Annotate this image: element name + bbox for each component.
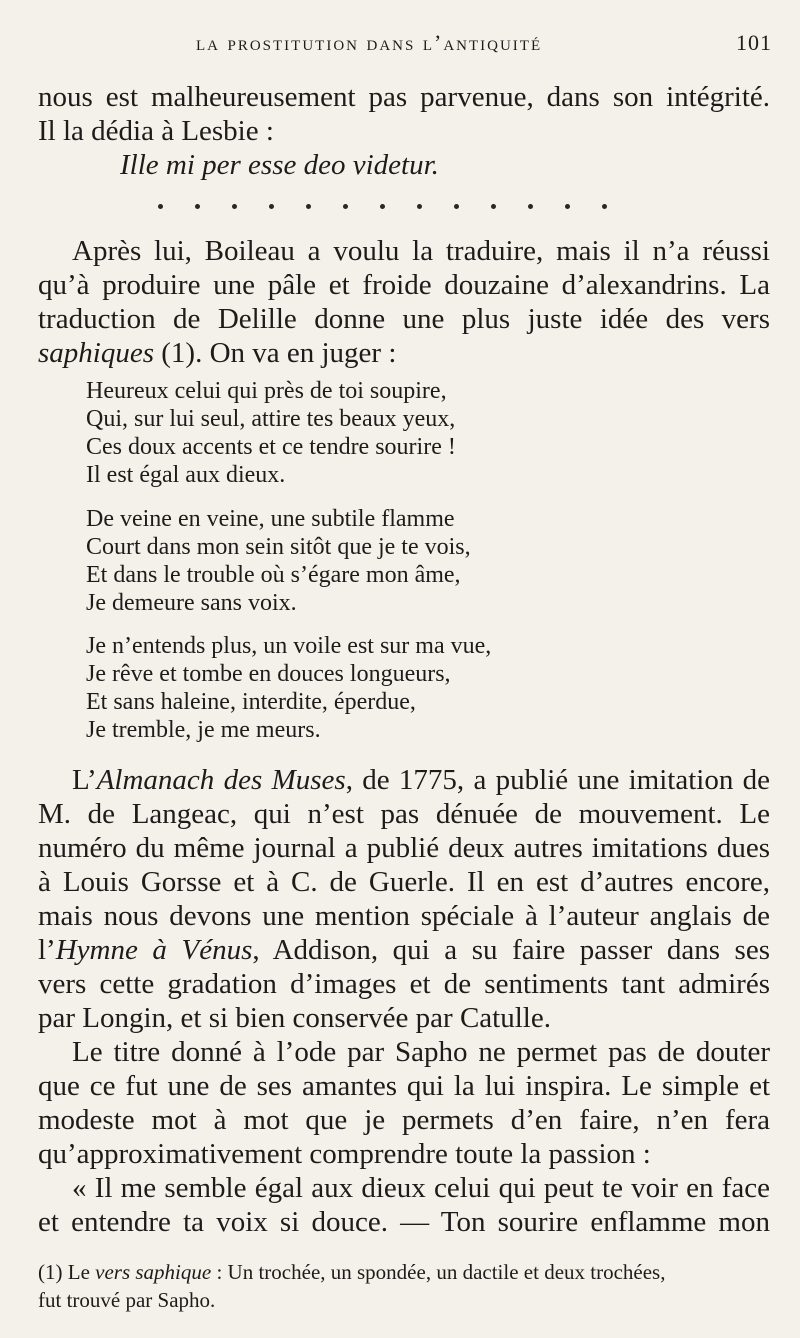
footnote-line	[38, 1258, 770, 1286]
running-title: la prostitution dans l’antiquité	[196, 30, 543, 55]
latin-motto: Ille mi per esse deo videtur.	[120, 149, 439, 181]
verse-line: Je demeure sans voix.	[86, 590, 297, 616]
text-line: nous est malheureusement pas parvenue, dans son intégrité.	[38, 81, 770, 113]
paragraph-boileau	[38, 234, 770, 370]
text-line: et entendre ta voix si douce. — Ton sourire enflamme mon	[38, 1206, 770, 1238]
text-line: qu’à produire une pâle et froide douzaine d’alexandrins. La	[38, 269, 770, 301]
elision-dots	[158, 198, 633, 214]
dot	[343, 204, 348, 209]
dot	[306, 204, 311, 209]
text-line: mais nous devons une mention spéciale à l’auteur anglais de	[38, 900, 770, 932]
text-line: « Il me semble égal aux dieux celui qui peut te voir en face	[72, 1172, 770, 1204]
italic-title: Hymne à Vénus	[55, 934, 253, 966]
text-span: (1) Le	[38, 1260, 96, 1284]
dot	[195, 204, 200, 209]
text-span: , Addison, qui a su faire passer dans ses	[252, 934, 770, 966]
footnote-line: fut trouvé par Sapho.	[38, 1288, 216, 1312]
text-line: traduction de Delille donne une plus juste idée des vers	[38, 303, 770, 335]
dot	[602, 204, 607, 209]
italic-term: saphiques	[38, 337, 154, 369]
verse-line: De veine en veine, une subtile flamme	[86, 506, 455, 532]
text-span: l’	[38, 934, 56, 966]
text-line: numéro du même journal a publié deux autres imitations dues	[38, 832, 770, 864]
poem-stanza-2	[86, 505, 471, 617]
verse-line: Ces doux accents et ce tendre sourire !	[86, 434, 456, 460]
verse-line: Qui, sur lui seul, attire tes beaux yeux,	[86, 406, 456, 432]
verse-line: Il est égal aux dieux.	[86, 462, 286, 488]
text-span: (1). On va en juger :	[154, 337, 397, 369]
intro-paragraph	[38, 80, 770, 148]
verse-line: Et sans haleine, interdite, éperdue,	[86, 689, 416, 715]
dot	[491, 204, 496, 209]
text-line: modeste mot à mot que je permets d’en faire, n’en fera	[38, 1104, 770, 1136]
poem-stanza-1	[86, 377, 456, 489]
verse-line: Court dans mon sein sitôt que je te vois,	[86, 534, 471, 560]
running-head	[0, 30, 800, 62]
dot	[269, 204, 274, 209]
verse-line: Je tremble, je me meurs.	[86, 717, 321, 743]
dot	[565, 204, 570, 209]
text-line	[38, 763, 770, 797]
dot	[232, 204, 237, 209]
poem-stanza-3	[86, 632, 491, 744]
text-line: Il la dédia à Lesbie :	[38, 115, 274, 147]
verse-line: Je rêve et tombe en douces longueurs,	[86, 661, 451, 687]
paragraph-sapho	[38, 1035, 770, 1239]
dot	[158, 204, 163, 209]
text-line: à Louis Gorsse et à C. de Guerle. Il en est d’autres encore,	[38, 866, 770, 898]
text-line: Le titre donné à l’ode par Sapho ne permet pas de douter	[72, 1036, 770, 1068]
footnote	[38, 1258, 770, 1314]
verse-line: Je n’entends plus, un voile est sur ma vue,	[86, 633, 492, 659]
dot	[454, 204, 459, 209]
dot	[528, 204, 533, 209]
page-number: 101	[736, 30, 772, 55]
dot	[380, 204, 385, 209]
text-span: : Un trochée, un spondée, un dactile et deux trochées,	[211, 1260, 666, 1284]
verse-line: Heureux celui qui près de toi soupire,	[86, 378, 447, 404]
text-line	[38, 933, 770, 967]
text-span: L’	[72, 764, 97, 796]
text-line: par Longin, et si bien conservée par Catulle.	[38, 1002, 551, 1034]
text-line: Après lui, Boileau a voulu la traduire, mais il n’a réussi	[72, 235, 770, 267]
paragraph-almanach	[38, 763, 770, 1035]
text-line: qu’approximativement comprendre toute la passion :	[38, 1138, 651, 1170]
verse-line: Et dans le trouble où s’égare mon âme,	[86, 562, 461, 588]
text-line: que ce fut une de ses amantes qui la lui inspira. Le simple et	[38, 1070, 770, 1102]
italic-title: Almanach des Muses	[96, 764, 346, 796]
text-line: M. de Langeac, qui n’est pas dénuée de mouvement. Le	[38, 798, 770, 830]
text-line	[38, 336, 770, 370]
dot	[417, 204, 422, 209]
italic-term: vers saphique	[95, 1260, 212, 1284]
text-span: , de 1775, a publié une imitation de	[345, 764, 771, 796]
text-line: vers cette gradation d’images et de sentiments tant admirés	[38, 968, 770, 1000]
